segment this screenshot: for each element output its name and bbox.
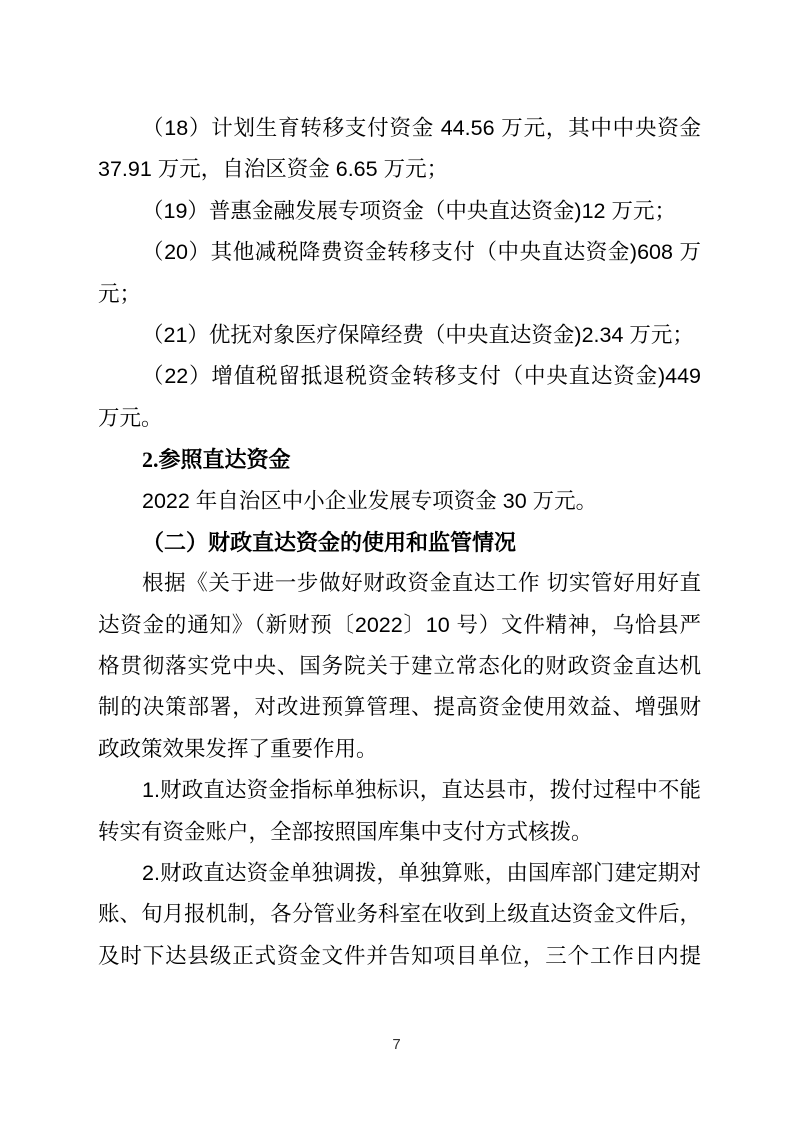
- heading-line: 2.参照直达资金: [142, 447, 291, 473]
- text-line: 37.91 万元，自治区资金 6.65 万元；: [98, 157, 449, 182]
- text-line: （21）优抚对象医疗保障经费（中央直达资金)2.34 万元；: [142, 322, 694, 347]
- text-line: （18）计划生育转移支付资金 44.56 万元，其中中央资金: [142, 116, 701, 140]
- text-line: 元；: [98, 281, 142, 306]
- document-body: [98, 108, 701, 977]
- page-footer: [0, 1034, 793, 1056]
- text-line: 格贯彻落实党中央、国务院关于建立常态化的财政资金直达机: [98, 654, 701, 679]
- text-line: （22）增值税留抵退税资金转移支付（中央直达资金)449: [142, 364, 701, 389]
- text-line: 账、旬月报机制，各分管业务科室在收到上级直达资金文件后，: [98, 902, 701, 927]
- text-line: 达资金的通知》（新财预〔2022〕10 号）文件精神，乌恰县严: [98, 612, 701, 637]
- heading-line: （二）财政直达资金的使用和监管情况: [142, 529, 517, 555]
- page-number: 7: [392, 1036, 401, 1053]
- text-line: 政政策效果发挥了重要作用。: [98, 736, 378, 761]
- text-line: 万元。: [98, 405, 163, 430]
- text-line: 2.财政直达资金单独调拨，单独算账，由国库部门建定期对: [142, 861, 701, 886]
- text-line: （19）普惠金融发展专项资金（中央直达资金)12 万元；: [142, 198, 676, 223]
- text-line: 及时下达县级正式资金文件并告知项目单位，三个工作日内提: [98, 943, 701, 968]
- text-line: （20）其他减税降费资金转移支付（中央直达资金)608 万: [142, 240, 701, 265]
- text-line: 根据《关于进一步做好财政资金直达工作 切实管好用好直: [142, 571, 701, 596]
- text-line: 转实有资金账户，全部按照国库集中支付方式核拨。: [98, 819, 593, 844]
- text-line: 1.财政直达资金指标单独标识，直达县市，拨付过程中不能: [142, 778, 701, 803]
- text-line: 2022 年自治区中小企业发展专项资金 30 万元。: [142, 488, 598, 513]
- text-line: 制的决策部署，对改进预算管理、提高资金使用效益、增强财: [98, 695, 701, 720]
